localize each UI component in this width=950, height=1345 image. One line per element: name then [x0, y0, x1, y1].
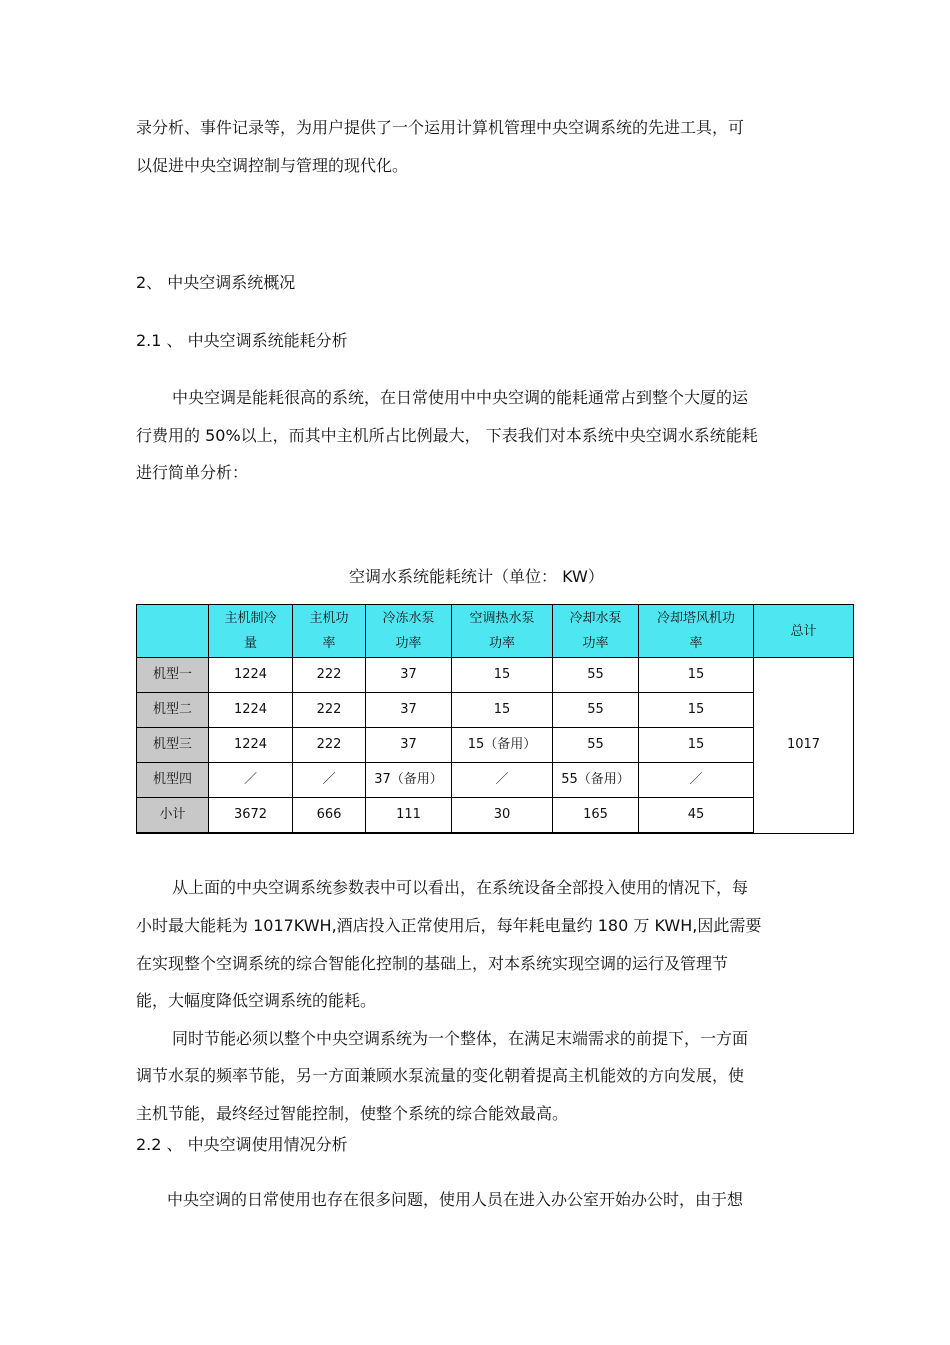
paragraph-line: 中央空调是能耗很高的系统，在日常使用中中央空调的能耗通常占到整个大厦的运: [172, 388, 749, 407]
table-cell: 15（备用）: [452, 728, 553, 763]
paragraph-line: 同时节能必须以整个中央空调系统为一个整体，在满足末端需求的前提下，一方面: [172, 1029, 749, 1048]
table-cell: 1224: [209, 693, 293, 728]
table-cell: 222: [293, 728, 366, 763]
header-cell: 冷却水泵 功率: [553, 605, 639, 658]
paragraph-line: 调节水泵的频率节能，另一方面兼顾水泵流量的变化朝着提高主机能效的方向发展，使: [136, 1066, 745, 1085]
section-heading: 2、 中央空调系统概况: [136, 273, 296, 292]
paragraph-line: 从上面的中央空调系统参数表中可以看出，在系统设备全部投入使用的情况下，每: [172, 878, 749, 897]
paragraph-line: 以促进中央空调控制与管理的现代化。: [136, 156, 409, 175]
table-row-subtotal: [137, 798, 854, 834]
header-cell: 空调热水泵 功率: [452, 605, 553, 658]
row-label: 机型二: [137, 693, 209, 728]
row-label: 小计: [137, 798, 209, 834]
table-cell: 45: [639, 798, 754, 834]
corner-cell: [137, 605, 209, 658]
table-cell: 37（备用）: [366, 763, 452, 798]
header-cell: 主机制冷 量: [209, 605, 293, 658]
table-row: [137, 658, 854, 693]
table-cell: ／: [639, 763, 754, 798]
row-label: 机型三: [137, 728, 209, 763]
total-header-cell: 总计: [754, 605, 854, 658]
row-label: 机型四: [137, 763, 209, 798]
paragraph-line: 进行简单分析：: [136, 463, 249, 482]
table-cell: ／: [452, 763, 553, 798]
subsection-heading: 2.2 、 中央空调使用情况分析: [136, 1135, 348, 1154]
table-cell: 15: [639, 728, 754, 763]
table-cell: 666: [293, 798, 366, 834]
paragraph-line: 能，大幅度降低空调系统的能耗。: [136, 991, 377, 1010]
energy-stats-table: [136, 604, 854, 834]
paragraph-line: 在实现整个空调系统的综合智能化控制的基础上，对本系统实现空调的运行及管理节: [136, 954, 729, 973]
header-cell: 冷却塔风机功 率: [639, 605, 754, 658]
table-cell: ／: [209, 763, 293, 798]
table-cell: 15: [639, 658, 754, 693]
table-cell: 55: [553, 728, 639, 763]
table-cell: 222: [293, 693, 366, 728]
table-cell: 30: [452, 798, 553, 834]
table-cell: 165: [553, 798, 639, 834]
table-cell: 15: [639, 693, 754, 728]
header-cell: 冷冻水泵 功率: [366, 605, 452, 658]
paragraph-line: 行费用的 50%以上，而其中主机所占比例最大， 下表我们对本系统中央空调水系统能耗: [136, 426, 758, 445]
table-cell: 55（备用）: [553, 763, 639, 798]
table-cell: 37: [366, 693, 452, 728]
table-cell: 3672: [209, 798, 293, 834]
total-value-cell: 1017: [754, 658, 854, 834]
table-cell: 1224: [209, 728, 293, 763]
table-cell: ／: [293, 763, 366, 798]
paragraph-line: 小时最大能耗为 1017KWH,酒店投入正常使用后，每年耗电量约 180 万 KWH,因此需要: [136, 916, 762, 935]
table-header-row: [137, 605, 854, 658]
table-row: [137, 763, 854, 798]
table-row: [137, 728, 854, 763]
table-cell: 15: [452, 693, 553, 728]
table-cell: 37: [366, 658, 452, 693]
paragraph-line: 录分析、事件记录等，为用户提供了一个运用计算机管理中央空调系统的先进工具，可: [136, 118, 745, 137]
table-cell: 37: [366, 728, 452, 763]
table-cell: 1224: [209, 658, 293, 693]
table-title: 空调水系统能耗统计（单位： KW）: [349, 567, 604, 586]
subsection-heading: 2.1 、 中央空调系统能耗分析: [136, 331, 348, 350]
header-cell: 主机功 率: [293, 605, 366, 658]
row-label: 机型一: [137, 658, 209, 693]
table-row: [137, 693, 854, 728]
paragraph-line: 中央空调的日常使用也存在很多问题，使用人员在进入办公室开始办公时，由于想: [167, 1190, 744, 1209]
paragraph-line: 主机节能，最终经过智能控制，使整个系统的综合能效最高。: [136, 1104, 569, 1123]
table-cell: 222: [293, 658, 366, 693]
table-cell: 15: [452, 658, 553, 693]
table-cell: 55: [553, 693, 639, 728]
table-cell: 111: [366, 798, 452, 834]
table-cell: 55: [553, 658, 639, 693]
